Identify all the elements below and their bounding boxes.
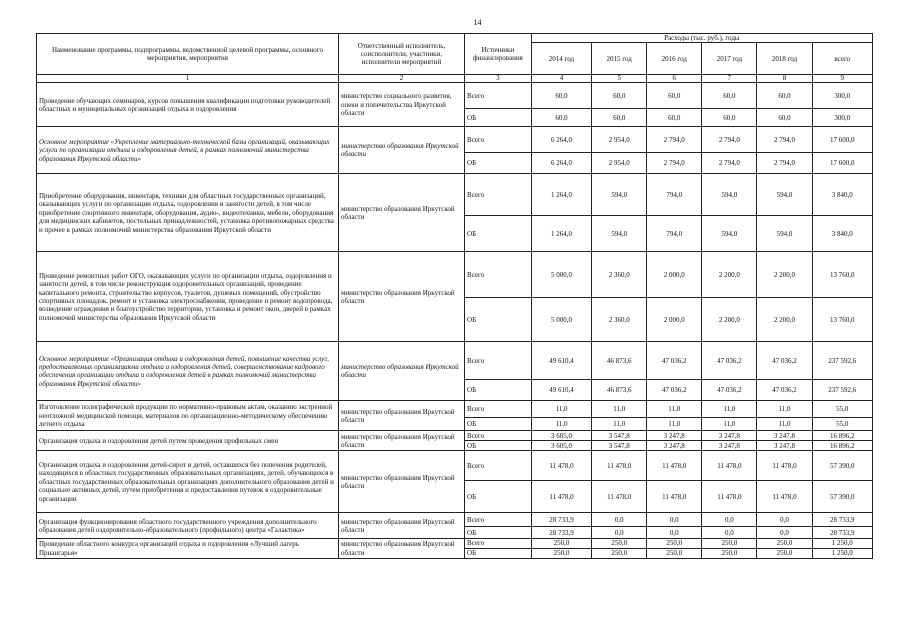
expense-value: 2 794,0 [702, 153, 757, 174]
expense-total: 55,0 [812, 401, 872, 418]
funding-source: ОБ [465, 548, 532, 558]
table-row [37, 451, 873, 481]
table-row [37, 83, 873, 109]
expense-total: 55,0 [812, 418, 872, 431]
funding-source: ОБ [465, 441, 532, 451]
expense-value: 2 794,0 [647, 153, 702, 174]
expense-value: 11 478,0 [702, 481, 757, 513]
expense-value: 47 036,2 [647, 342, 702, 380]
expense-value: 47 036,2 [702, 342, 757, 380]
expense-value: 250,0 [592, 548, 647, 558]
expense-value: 0,0 [757, 527, 812, 539]
expense-value: 11,0 [757, 401, 812, 418]
expense-total: 237 592,6 [812, 342, 872, 380]
column-index-row [37, 75, 873, 83]
expense-value: 5 000,0 [531, 252, 591, 298]
expense-value: 3 247,8 [702, 441, 757, 451]
expense-value: 28 733,9 [531, 527, 591, 539]
expense-value: 594,0 [592, 216, 647, 252]
expense-value: 11 478,0 [531, 451, 591, 481]
expense-value: 2 954,0 [592, 127, 647, 153]
expense-value: 11,0 [647, 418, 702, 431]
expense-value: 11,0 [531, 401, 591, 418]
expense-value: 0,0 [592, 527, 647, 539]
activity-name: Приобретение оборудования, инвентаря, техники для областных государственных организаций, оказывающих услуги по организации отдыха, оздоровления и занятости детей, в том числе приобретение спортивного инвентаря, оборудования, аудио-, видеотехники, мебели, оборудования для медицинских кабинетов, постельных принадлежностей, установка противопожарных средства и прочее в рамках полномочий министерства образования Иркутской области [37, 174, 339, 252]
expense-value: 2 360,0 [592, 252, 647, 298]
table-row [37, 401, 873, 418]
column-index: 3 [465, 75, 532, 83]
table-row [37, 252, 873, 298]
expense-total: 3 840,0 [812, 174, 872, 216]
column-index: 7 [702, 75, 757, 83]
activity-executor: министерство образования Иркутской области [338, 539, 464, 558]
expense-value: 2 794,0 [757, 127, 812, 153]
expense-value: 6 264,0 [531, 153, 591, 174]
expense-value: 0,0 [702, 513, 757, 527]
column-index: 2 [338, 75, 464, 83]
funding-source: ОБ [465, 380, 532, 401]
expense-value: 2 954,0 [592, 153, 647, 174]
funding-source: Всего [465, 174, 532, 216]
funding-source: ОБ [465, 481, 532, 513]
column-index: 6 [647, 75, 702, 83]
funding-source: Всего [465, 342, 532, 380]
expense-total: 57 390,0 [812, 481, 872, 513]
activity-name: Проведение областного конкурса организаций отдыха и оздоровления «Лучший лагерь Приангарья» [37, 539, 339, 558]
expense-value: 11 478,0 [702, 451, 757, 481]
activity-executor: министерство образования Иркутской области [338, 174, 464, 252]
expense-value: 60,0 [647, 83, 702, 109]
activity-executor: министерство образования Иркутской области [338, 252, 464, 342]
expense-value: 11,0 [757, 418, 812, 431]
expense-value: 250,0 [702, 539, 757, 548]
expense-value: 60,0 [757, 83, 812, 109]
page-number: 14 [473, 18, 482, 27]
header-executor: Ответственный исполнитель, соисполнители, участники, исполнители мероприятий [338, 34, 464, 75]
expense-value: 2 794,0 [702, 127, 757, 153]
header-expenses: Расходы (тыс. руб.), годы [531, 34, 872, 43]
expense-value: 49 610,4 [531, 342, 591, 380]
expense-value: 2 200,0 [757, 252, 812, 298]
expense-value: 594,0 [702, 174, 757, 216]
expense-value: 11,0 [647, 401, 702, 418]
expense-value: 49 610,4 [531, 380, 591, 401]
expense-total: 57 390,0 [812, 451, 872, 481]
expense-total: 16 896,2 [812, 431, 872, 441]
expense-value: 46 873,6 [592, 342, 647, 380]
activity-executor: министерство образования Иркутской области [338, 342, 464, 401]
expense-value: 794,0 [647, 174, 702, 216]
activity-name: Организация отдыха и оздоровления детей-сирот и детей, оставшихся без попечения родителей, находящихся в областных государственных образовательных организациях, детей, обучающихся в областных государственных образовательных организациях дополнительного образования детей и социально активных детей, путем приобретения и предоставления путевок в оздоровительные организации [37, 451, 339, 513]
expense-value: 0,0 [647, 513, 702, 527]
expense-value: 46 873,6 [592, 380, 647, 401]
expense-value: 0,0 [757, 513, 812, 527]
expense-value: 0,0 [592, 513, 647, 527]
expense-value: 250,0 [531, 548, 591, 558]
expense-value: 6 264,0 [531, 127, 591, 153]
expense-value: 47 036,2 [757, 380, 812, 401]
expense-value: 2 200,0 [702, 298, 757, 342]
table-row [37, 127, 873, 153]
expense-value: 60,0 [702, 83, 757, 109]
expense-value: 594,0 [592, 174, 647, 216]
expense-total: 300,0 [812, 109, 872, 127]
expense-value: 3 605,0 [531, 431, 591, 441]
funding-source: Всего [465, 127, 532, 153]
expense-value: 250,0 [647, 539, 702, 548]
expense-value: 594,0 [702, 216, 757, 252]
expense-value: 3 247,8 [757, 441, 812, 451]
expense-value: 5 000,0 [531, 298, 591, 342]
funding-source: ОБ [465, 153, 532, 174]
expense-value: 60,0 [702, 109, 757, 127]
expense-value: 250,0 [757, 539, 812, 548]
activity-executor: министерство социального развития, опеки и попечительства Иркутской области [338, 83, 464, 127]
expense-total: 16 896,2 [812, 441, 872, 451]
expense-total: 237 592,6 [812, 380, 872, 401]
activity-executor: министерство образования Иркутской области [338, 431, 464, 451]
expense-value: 11 478,0 [592, 481, 647, 513]
expense-total: 1 250,0 [812, 539, 872, 548]
expense-value: 11,0 [702, 401, 757, 418]
expense-value: 3 247,8 [757, 431, 812, 441]
expense-value: 11,0 [592, 418, 647, 431]
expense-value: 11 478,0 [531, 481, 591, 513]
header-year: 2017 год [702, 43, 757, 75]
expense-value: 250,0 [757, 548, 812, 558]
column-index: 8 [757, 75, 812, 83]
expense-value: 11,0 [531, 418, 591, 431]
expense-value: 2 794,0 [757, 153, 812, 174]
table-row [37, 342, 873, 380]
funding-source: Всего [465, 451, 532, 481]
activity-executor: министерство образования Иркутской области [338, 401, 464, 431]
activity-executor: министерство образования Иркутской области [338, 513, 464, 539]
funding-source: ОБ [465, 216, 532, 252]
column-index: 5 [592, 75, 647, 83]
table-row [37, 174, 873, 216]
funding-source: Всего [465, 401, 532, 418]
expense-value: 47 036,2 [647, 380, 702, 401]
expense-value: 594,0 [757, 174, 812, 216]
expense-value: 11 478,0 [757, 481, 812, 513]
activity-name: Изготовление полиграфической продукции по нормативно-правовым актам, оказанию экстренной неотложной медицинской помощи, материалов по организационно-методическому обеспечению летнего отдыха [37, 401, 339, 431]
column-index: 9 [812, 75, 872, 83]
funding-source: Всего [465, 252, 532, 298]
expense-value: 1 264,0 [531, 174, 591, 216]
expense-value: 3 247,8 [647, 441, 702, 451]
expense-value: 11 478,0 [592, 451, 647, 481]
funding-source: ОБ [465, 418, 532, 431]
activity-name: Организация отдыха и оздоровления детей путем проведения профильных смен [37, 431, 339, 451]
expense-value: 60,0 [757, 109, 812, 127]
expenses-table [36, 33, 873, 559]
expense-value: 2 360,0 [592, 298, 647, 342]
expense-value: 11 478,0 [647, 451, 702, 481]
expense-value: 0,0 [702, 527, 757, 539]
expense-value: 2 200,0 [757, 298, 812, 342]
expense-value: 794,0 [647, 216, 702, 252]
activity-executor: министерство образования Иркутской области [338, 127, 464, 174]
expense-value: 3 605,0 [531, 441, 591, 451]
expense-value: 3 247,8 [647, 431, 702, 441]
expense-value: 60,0 [647, 109, 702, 127]
funding-source: ОБ [465, 109, 532, 127]
funding-source: Всего [465, 83, 532, 109]
header-year: 2018 год [757, 43, 812, 75]
expense-value: 3 547,8 [592, 441, 647, 451]
funding-source: Всего [465, 539, 532, 548]
header-sources: Источники финансирования [465, 34, 532, 75]
expense-total: 13 760,0 [812, 252, 872, 298]
expense-total: 28 733,9 [812, 527, 872, 539]
expense-value: 60,0 [592, 109, 647, 127]
table-row [37, 431, 873, 441]
expense-total: 28 733,9 [812, 513, 872, 527]
activity-name: Основное мероприятие «Укрепление материально-технической базы организаций, оказывающих услуги по организации отдыха и оздоровления детей, в рамках полномочий министерства образования Иркутской области» [37, 127, 339, 174]
header-year: 2014 год [531, 43, 591, 75]
expense-value: 0,0 [647, 527, 702, 539]
activity-executor: министерство образования Иркутской области [338, 451, 464, 513]
expense-value: 2 000,0 [647, 252, 702, 298]
funding-source: Всего [465, 431, 532, 441]
expense-value: 1 264,0 [531, 216, 591, 252]
funding-source: ОБ [465, 298, 532, 342]
table-body [37, 83, 873, 558]
column-index: 4 [531, 75, 591, 83]
expense-value: 2 000,0 [647, 298, 702, 342]
expense-value: 60,0 [531, 83, 591, 109]
expense-value: 47 036,2 [702, 380, 757, 401]
expense-value: 250,0 [647, 548, 702, 558]
expense-total: 1 250,0 [812, 548, 872, 558]
header-total: всего [812, 43, 872, 75]
header-name: Наименование программы, подпрограммы, ведомственной целевой программы, основного мероприятия, мероприятия [37, 34, 339, 75]
expense-value: 594,0 [757, 216, 812, 252]
expense-total: 13 760,0 [812, 298, 872, 342]
expense-value: 11,0 [702, 418, 757, 431]
expense-value: 3 547,8 [592, 431, 647, 441]
expense-value: 250,0 [702, 548, 757, 558]
activity-name: Основное мероприятие «Организация отдыха и оздоровления детей, повышение качества услуг, предоставляемых организациями отдыха и оздоровления детей, совершенствование кадрового обеспечения организации отдыха и оздоровления детей в рамках полномочий министерства образования Иркутской области» [37, 342, 339, 401]
expense-total: 17 600,0 [812, 127, 872, 153]
header-year: 2015 год [592, 43, 647, 75]
expense-value: 47 036,2 [757, 342, 812, 380]
header-year: 2016 год [647, 43, 702, 75]
expense-total: 17 600,0 [812, 153, 872, 174]
expense-value: 28 733,9 [531, 513, 591, 527]
expense-value: 11,0 [592, 401, 647, 418]
activity-name: Проведение обучающих семинаров, курсов повышения квалификации подготовки руководителей областных и муниципальных организаций отдыха и оздоровления [37, 83, 339, 127]
expense-value: 250,0 [592, 539, 647, 548]
expense-value: 11 478,0 [757, 451, 812, 481]
expense-value: 2 794,0 [647, 127, 702, 153]
expense-value: 3 247,8 [702, 431, 757, 441]
expense-total: 300,0 [812, 83, 872, 109]
table-row [37, 513, 873, 527]
table-row [37, 539, 873, 548]
expense-total: 3 840,0 [812, 216, 872, 252]
expense-value: 2 200,0 [702, 252, 757, 298]
activity-name: Организация функционирования областного государственного учреждения дополнительного образования детей оздоровительно-образовательного (профильного) центра «Галактика» [37, 513, 339, 539]
funding-source: ОБ [465, 527, 532, 539]
expense-value: 11 478,0 [647, 481, 702, 513]
funding-source: Всего [465, 513, 532, 527]
expense-value: 250,0 [531, 539, 591, 548]
expense-value: 60,0 [592, 83, 647, 109]
activity-name: Проведение ремонтных работ ОГО, оказывающих услуги по организации отдыха, оздоровления и занятости детей, в том числе реконструкция оздоровительных организаций, проведение капитального ремонта, строительство корпусов, туалетов, душевых помещений, обустройство спортивных площадок, ремонт и установка электроснабжения, проведение и ремонт водопровода, возведение ограждения и благоустройство территории, установка и ремонт окон, дверей в рамках полномочий министерства образования Иркутской области [37, 252, 339, 342]
expense-value: 60,0 [531, 109, 591, 127]
column-index: 1 [37, 75, 339, 83]
